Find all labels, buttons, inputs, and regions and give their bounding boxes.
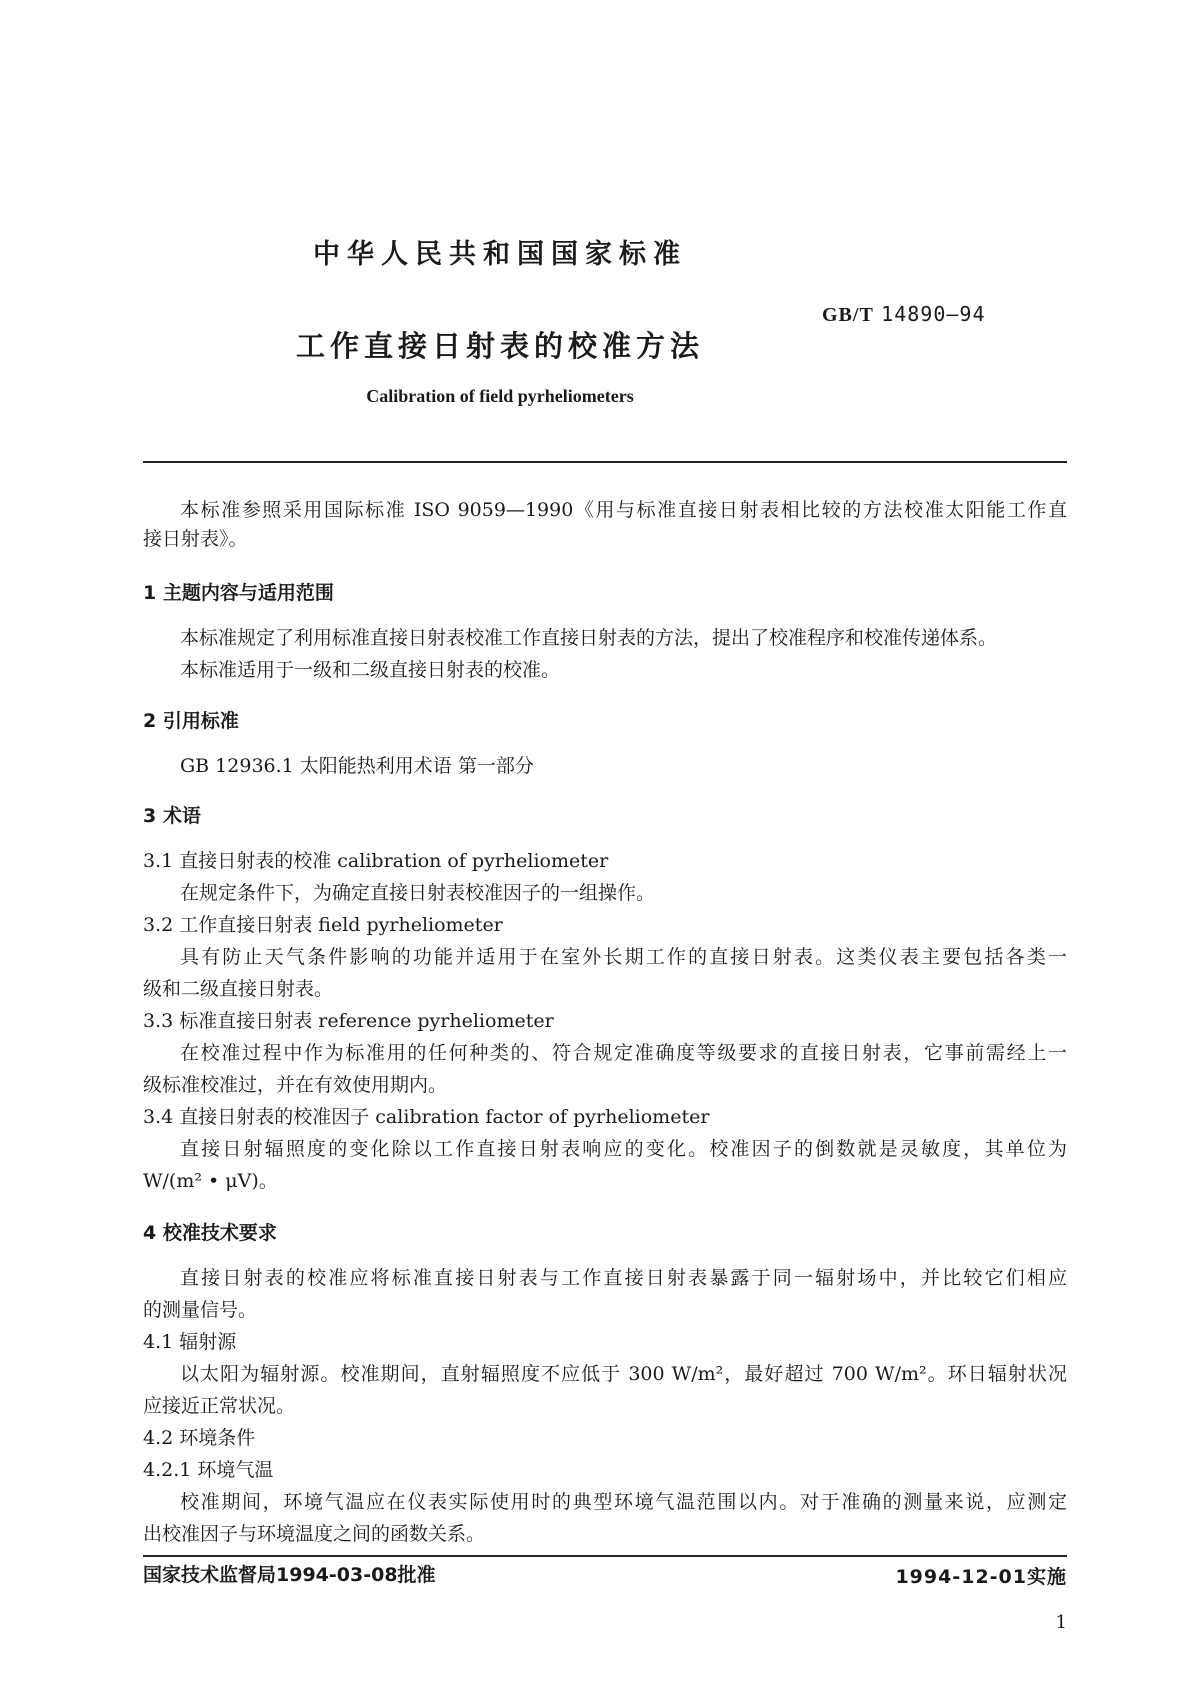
- section-3-heading: 3 术语: [143, 805, 201, 827]
- term-3-4-definition-line-1: 直接日射辐照度的变化除以工作直接日射表响应的变化。校准因子的倒数就是灵敏度，其单位为: [180, 1138, 1067, 1160]
- country-standard-heading: 中华人民共和国国家标准: [313, 239, 687, 270]
- clause-4-1-title: 4.1 辐射源: [143, 1331, 237, 1353]
- term-3-4-definition-line-2: W/(m² • μV)。: [143, 1170, 278, 1192]
- document-subtitle-english: Calibration of field pyrheliometers: [366, 386, 634, 406]
- top-divider: [143, 461, 1067, 463]
- term-3-3-title: 3.3 标准直接日射表 reference pyrheliometer: [143, 1010, 554, 1032]
- clause-4-2-1-line-2: 出校准因子与环境温度之间的函数关系。: [143, 1523, 486, 1545]
- section-2-heading: 2 引用标准: [143, 710, 239, 732]
- clause-4-2-1-title: 4.2.1 环境气温: [143, 1459, 274, 1481]
- section-1-para-2: 本标准适用于一级和二级直接日射表的校准。: [180, 659, 561, 681]
- clause-4-2-title: 4.2 环境条件: [143, 1427, 256, 1449]
- standard-code-number: 14890—94: [881, 302, 986, 326]
- section-4-heading: 4 校准技术要求: [143, 1222, 277, 1244]
- page-number: 1: [1055, 1612, 1067, 1633]
- section-1-heading: 1 主题内容与适用范围: [143, 582, 334, 604]
- clause-4-1-line-2: 应接近正常状况。: [143, 1395, 296, 1417]
- section-4-para-line-1: 直接日射表的校准应将标准直接日射表与工作直接日射表暴露于同一辐射场中，并比较它们相应: [180, 1267, 1067, 1289]
- term-3-2-definition-line-2: 级和二级直接日射表。: [143, 978, 334, 1000]
- term-3-3-definition-line-1: 在校准过程中作为标准用的任何种类的、符合规定准确度等级要求的直接日射表，它事前需经上一: [180, 1042, 1067, 1064]
- bottom-divider: [143, 1555, 1067, 1557]
- effective-date: 1994-12-01实施: [895, 1566, 1067, 1588]
- intro-line-2: 接日射表》。: [143, 528, 248, 550]
- section-4-para-line-2: 的测量信号。: [143, 1299, 258, 1321]
- term-3-2-title: 3.2 工作直接日射表 field pyrheliometer: [143, 914, 503, 936]
- term-3-1-definition: 在规定条件下，为确定直接日射表校准因子的一组操作。: [180, 882, 656, 904]
- term-3-1-title: 3.1 直接日射表的校准 calibration of pyrheliometer: [143, 850, 609, 872]
- document-title: 工作直接日射表的校准方法: [295, 329, 704, 363]
- term-3-4-title: 3.4 直接日射表的校准因子 calibration factor of pyrheliometer: [143, 1106, 710, 1128]
- section-2-reference: GB 12936.1 太阳能热利用术语 第一部分: [180, 755, 534, 777]
- standard-code-prefix: GB/T: [822, 304, 874, 326]
- term-3-2-definition-line-1: 具有防止天气条件影响的功能并适用于在室外长期工作的直接日射表。这类仪表主要包括各类一: [180, 946, 1067, 968]
- clause-4-1-line-1: 以太阳为辐射源。校准期间，直射辐照度不应低于 300 W/m²，最好超过 700 W/m²。环日辐射状况: [180, 1363, 1067, 1385]
- clause-4-2-1-line-1: 校准期间，环境气温应在仪表实际使用时的典型环境气温范围以内。对于准确的测量来说，应测定: [180, 1491, 1067, 1513]
- approval-date: 国家技术监督局1994-03-08批准: [143, 1564, 436, 1586]
- intro-line-1: 本标准参照采用国际标准 ISO 9059—1990《用与标准直接日射表相比较的方法校准太阳能工作直: [180, 499, 1067, 521]
- section-1-para-1: 本标准规定了利用标准直接日射表校准工作直接日射表的方法，提出了校准程序和校准传递体系。: [180, 627, 998, 649]
- term-3-3-definition-line-2: 级标准校准过，并在有效使用期内。: [143, 1074, 448, 1096]
